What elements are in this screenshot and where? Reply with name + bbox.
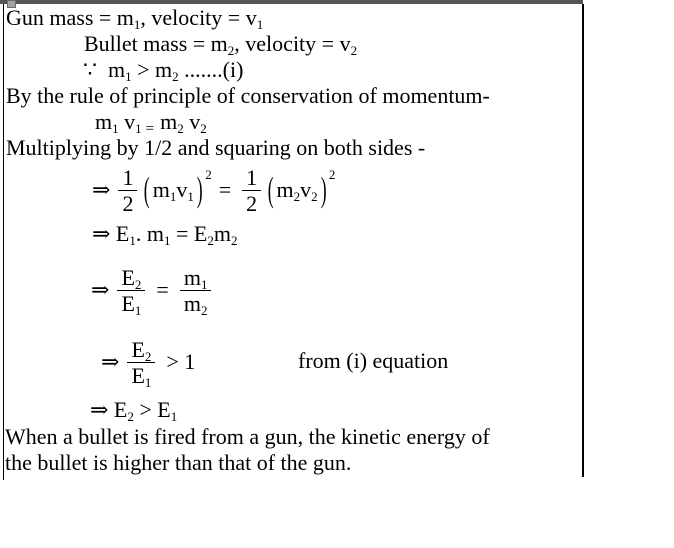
fraction-mass	[180, 265, 212, 316]
text-segment: v	[183, 109, 201, 134]
subscript: 2	[293, 189, 301, 204]
fraction-energy	[117, 265, 145, 316]
text-segment: E	[121, 290, 135, 316]
fraction-denominator	[127, 362, 155, 388]
table-left-border	[3, 4, 4, 480]
equals-sign: =	[156, 277, 169, 302]
subscript: 2	[227, 43, 235, 58]
text-segment: m	[183, 290, 201, 316]
implies-arrow-icon: ⇒	[92, 177, 111, 202]
subscript: 2	[350, 43, 358, 58]
text-segment: = E	[170, 221, 208, 246]
line-momentum-rule	[6, 83, 490, 109]
text-segment: m	[152, 177, 170, 202]
text-segment: Gun mass = m	[6, 5, 134, 30]
text-segment: v	[176, 177, 188, 202]
text-segment: ∵ m	[83, 57, 126, 82]
subscript: 2	[127, 409, 134, 424]
text-segment: ⇒ E	[90, 397, 128, 422]
line-multiply-instruction	[6, 135, 425, 161]
subscript: 2	[144, 348, 152, 364]
line-momentum-equation	[95, 109, 207, 135]
fraction-energy	[127, 337, 155, 388]
text-segment: ⇒ E	[92, 221, 130, 246]
line-gun-mass	[6, 5, 263, 31]
subscript: 2	[207, 233, 214, 248]
implies-arrow-icon: ⇒	[101, 349, 120, 374]
close-paren: )	[196, 169, 203, 210]
close-paren: )	[320, 169, 327, 210]
open-paren: (	[267, 169, 274, 210]
text-segment: m	[183, 264, 201, 290]
subscript: 2	[230, 233, 238, 248]
text-segment: By the rule of principle of conservation of momentum-	[6, 83, 490, 108]
fraction-numerator	[117, 265, 145, 290]
equals-sign: =	[218, 177, 232, 202]
open-paren: (	[144, 169, 151, 210]
text-segment: from (i) equation	[298, 348, 449, 373]
fraction-denominator	[180, 290, 212, 316]
text-segment: E	[131, 336, 145, 362]
text-segment: m	[95, 109, 113, 134]
text-segment: When a bullet is fired from a gun, the kinetic energy of	[5, 424, 490, 449]
fraction-numerator	[127, 337, 155, 362]
text-segment: E	[121, 264, 135, 290]
text-segment: . m	[135, 221, 164, 246]
fraction-denominator: 2	[118, 190, 137, 216]
fraction-numerator: 1	[246, 164, 258, 190]
eq-ratio-greater-one	[101, 331, 202, 393]
table-right-border	[582, 4, 584, 477]
subscript: 1	[112, 121, 119, 136]
eq-energy-mass	[92, 221, 237, 247]
subscript: 1	[135, 121, 142, 136]
text-segment: > E	[133, 397, 171, 422]
subscript: 1	[129, 233, 136, 248]
line-conclusion-1	[5, 424, 490, 450]
subscript: 2	[200, 302, 208, 318]
greater-than-one: > 1	[166, 349, 196, 374]
text-segment: m	[160, 109, 178, 134]
text-segment: E	[131, 362, 145, 388]
equals-sign: =	[145, 121, 155, 137]
text-segment: the bullet is higher than that of the gun.	[5, 450, 352, 475]
subscript: 1	[187, 189, 194, 204]
text-segment: > m	[131, 57, 173, 82]
implies-arrow-icon: ⇒	[91, 277, 110, 302]
subscript: 2	[177, 121, 184, 136]
subscript: 1	[164, 233, 171, 248]
subscript: 2	[134, 276, 142, 292]
subscript: 2	[200, 121, 207, 136]
eq-conclusion	[90, 397, 177, 423]
text-segment: .......(i)	[178, 57, 244, 82]
subscript: 1	[125, 69, 132, 84]
text-segment: v	[300, 177, 312, 202]
equation-term	[153, 177, 194, 203]
subscript: 2	[172, 69, 179, 84]
text-segment: Bullet mass = m	[84, 31, 228, 56]
fraction-denominator	[117, 290, 145, 316]
fraction-one-half	[242, 165, 261, 216]
note-from-equation	[298, 348, 448, 374]
fraction-numerator	[180, 265, 212, 290]
text-segment: m	[276, 177, 294, 202]
line-bullet-mass	[84, 31, 357, 57]
subscript: 1	[134, 302, 142, 318]
fraction-denominator: 2	[242, 190, 261, 216]
text-segment: , velocity = v	[140, 5, 257, 30]
fraction-numerator: 1	[122, 164, 134, 190]
text-segment: Multiplying by 1/2 and squaring on both sides -	[6, 135, 426, 160]
equation-term	[276, 177, 317, 203]
subscript: 1	[256, 17, 264, 32]
eq-energy-ratio	[91, 250, 215, 330]
subscript: 1	[200, 276, 208, 292]
subscript: 1	[170, 409, 178, 424]
table-top-border	[0, 0, 583, 4]
text-segment: v	[118, 109, 136, 134]
line-condition	[83, 57, 243, 83]
eq-kinetic-square: ⇒ $\frac{1}{2}$ ( m1v1 ) 2 = $\frac{1}{2}$ ( m2v2 ) 2	[92, 164, 336, 216]
line-conclusion-2	[5, 450, 351, 476]
text-segment: m	[213, 221, 231, 246]
fraction-one-half	[118, 165, 137, 216]
subscript: 2	[311, 189, 318, 204]
subscript: 1	[169, 189, 177, 204]
subscript: 1	[133, 17, 141, 32]
text-segment: , velocity = v	[234, 31, 351, 56]
subscript: 1	[144, 374, 152, 390]
